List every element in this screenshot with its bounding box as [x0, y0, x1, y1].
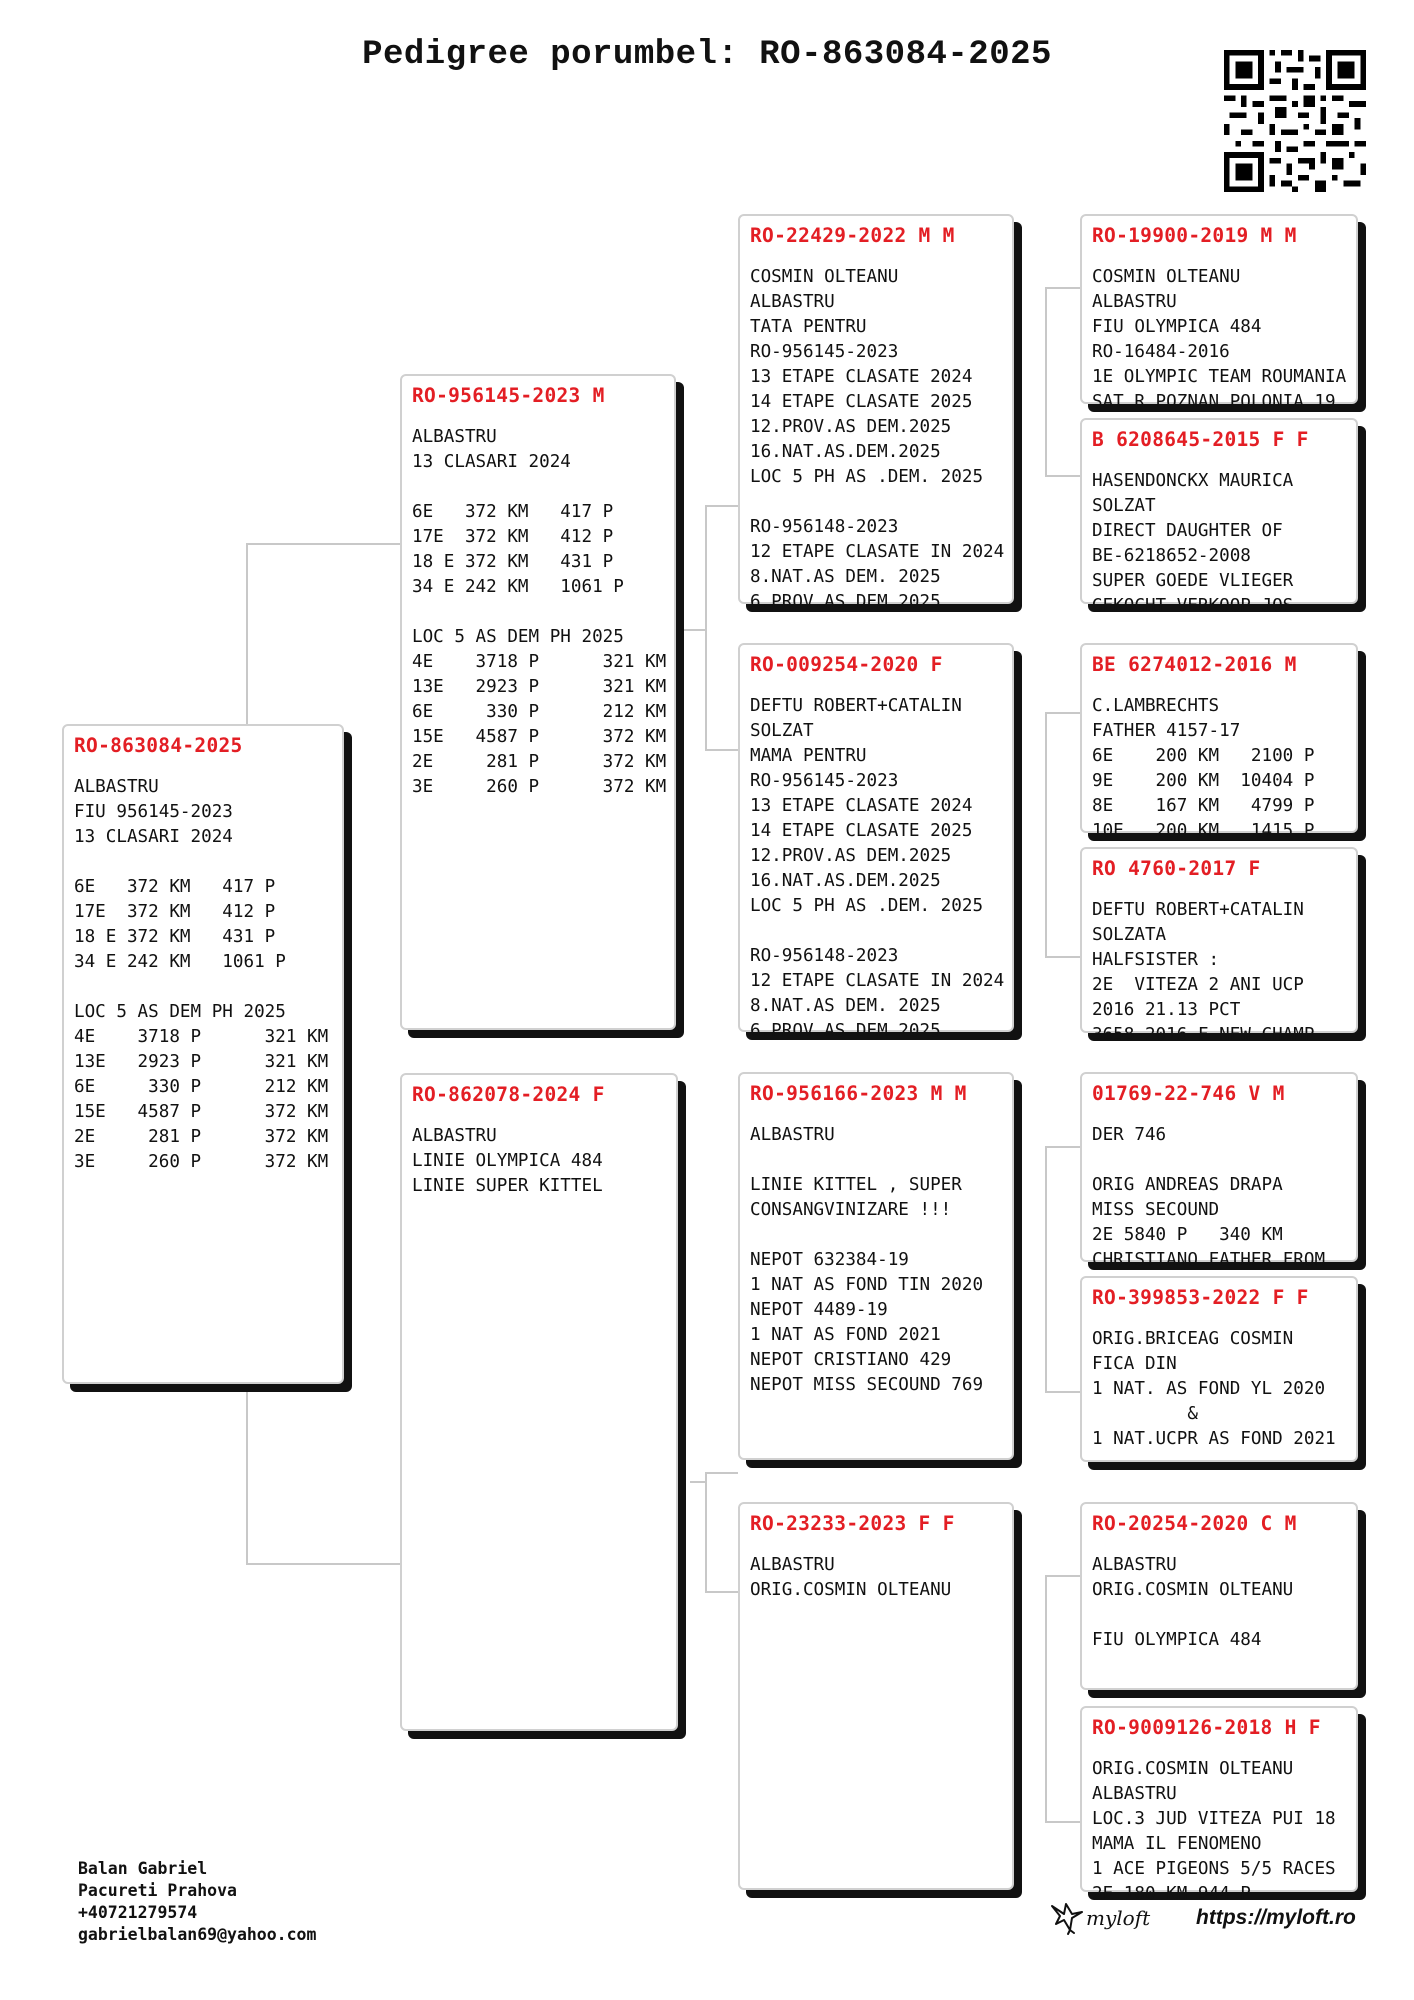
pigeon-id: RO-399853-2022 F F	[1092, 1286, 1309, 1309]
pigeon-id: RO-863084-2025	[74, 734, 243, 757]
pigeon-card-g5[interactable]	[1080, 1072, 1358, 1270]
pigeon-details: ALBASTRU ORIG.COSMIN OLTEANU	[750, 1555, 952, 1600]
pigeon-card-g3[interactable]	[1080, 643, 1358, 841]
pigeon-details: ALBASTRU LINIE KITTEL , SUPER CONSANGVINIZARE !!! NEPOT 632384-19 1 NAT AS FOND TIN 2020 NEPOT 4489-19 1 NAT AS FOND 2021 NEPOT CRISTIANO 429 NEPOT MISS SECOUND 769	[750, 1125, 984, 1395]
pigeon-details: ALBASTRU FIU 956145-2023 13 CLASARI 2024 6E 372 KM 417 P 17E 372 KM 412 P 18 E 372 KM 431 P 34 E 242 KM 1061 P LOC 5 AS DEM PH 2025 4E 3718 P 321 KM 13E 2923 P 321 KM 6E 330 P 212 KM 15E 4587 P 372 KM 2E 281 P 372 KM 3E 260 P 372 KM	[74, 777, 329, 1172]
pigeon-id: RO-956166-2023 M M	[750, 1082, 967, 1105]
pigeon-details: COSMIN OLTEANU ALBASTRU TATA PENTRU RO-956145-2023 13 ETAPE CLASATE 2024 14 ETAPE CLASATE 2025 12.PROV.AS DEM.2025 16.NAT.AS.DEM.2025 LOC 5 PH AS .DEM. 2025 RO-956148-2023 12 ETAPE CLASATE IN 2024 8.NAT.AS DEM. 2025 6.PROV.AS DEM 2025	[750, 267, 1005, 612]
pigeon-id: RO-9009126-2018 H F	[1092, 1716, 1321, 1739]
pigeon-card-sire-dam[interactable]	[738, 643, 1014, 1041]
pigeon-card-g2[interactable]	[1080, 418, 1358, 616]
pigeon-card-g7[interactable]	[1080, 1502, 1358, 1690]
pigeon-id: 01769-22-746 V M	[1092, 1082, 1285, 1105]
pigeon-card-sire-sire[interactable]	[738, 214, 1014, 612]
brand-footer	[1048, 1900, 1368, 1940]
qr-code-icon	[1224, 50, 1366, 192]
pigeon-id: RO-23233-2023 F F	[750, 1512, 955, 1535]
pigeon-details: DEFTU ROBERT+CATALIN SOLZATA HALFSISTER : 2E VITEZA 2 ANI UCP 2016 21.13 PCT 3658-2016 F NEW CHAMP	[1092, 900, 1315, 1045]
page-title: Pedigree porumbel: RO-863084-2025	[362, 36, 1052, 74]
pigeon-card-subject[interactable]	[62, 724, 344, 1384]
pigeon-details: COSMIN OLTEANU ALBASTRU FIU OLYMPICA 484 RO-16484-2016 1E OLYMPIC TEAM ROUMANIA SAT R POZNAN POLONIA 19	[1092, 267, 1347, 412]
pigeon-id: RO-20254-2020 C M	[1092, 1512, 1297, 1535]
pigeon-details: DEFTU ROBERT+CATALIN SOLZAT MAMA PENTRU RO-956145-2023 13 ETAPE CLASATE 2024 14 ETAPE CLASATE 2025 12.PROV.AS DEM.2025 16.NAT.AS.DEM.2025 LOC 5 PH AS .DEM. 2025 RO-956148-2023 12 ETAPE CLASATE IN 2024 8.NAT.AS DEM. 2025 6.PROV.AS DEM 2025	[750, 696, 1005, 1041]
pigeon-details: ALBASTRU ORIG.COSMIN OLTEANU FIU OLYMPICA 484	[1092, 1555, 1294, 1650]
pigeon-card-dam-dam[interactable]	[738, 1502, 1014, 1890]
pigeon-card-g4[interactable]	[1080, 847, 1358, 1045]
brand-logo-text: myloft	[1086, 1906, 1151, 1930]
pigeon-id: RO-009254-2020 F	[750, 653, 943, 676]
pigeon-details: ORIG.BRICEAG COSMIN FICA DIN 1 NAT. AS FOND YL 2020 & 1 NAT.UCPR AS FOND 2021	[1092, 1329, 1336, 1449]
pigeon-card-g6[interactable]	[1080, 1276, 1358, 1462]
pigeon-details: ALBASTRU LINIE OLYMPICA 484 LINIE SUPER KITTEL	[412, 1126, 603, 1196]
pigeon-id: RO-862078-2024 F	[412, 1083, 605, 1106]
pigeon-card-g8[interactable]	[1080, 1706, 1358, 1904]
pigeon-id: RO-22429-2022 M M	[750, 224, 955, 247]
breeder-name: Balan Gabriel	[78, 1859, 208, 1878]
pigeon-id: RO-956145-2023 M	[412, 384, 605, 407]
pigeon-id: RO 4760-2017 F	[1092, 857, 1261, 880]
pigeon-id: B 6208645-2015 F F	[1092, 428, 1309, 451]
pigeon-details: ALBASTRU 13 CLASARI 2024 6E 372 KM 417 P 17E 372 KM 412 P 18 E 372 KM 431 P 34 E 242 KM 1061 P LOC 5 AS DEM PH 2025 4E 3718 P 321 KM 13E 2923 P 321 KM 6E 330 P 212 KM 15E 4587 P 372 KM 2E 281 P 372 KM 3E 260 P 372 KM	[412, 427, 667, 797]
brand-url-link[interactable]: https://myloft.ro	[1196, 1906, 1356, 1929]
pigeon-card-g1[interactable]	[1080, 214, 1358, 412]
pigeon-details: C.LAMBRECHTS FATHER 4157-17 6E 200 KM 2100 P 9E 200 KM 10404 P 8E 167 KM 4799 P 10E 200 KM 1415 P	[1092, 696, 1315, 841]
breeder-email: gabrielbalan69@yahoo.com	[78, 1925, 317, 1944]
pigeon-card-sire[interactable]	[400, 374, 676, 1030]
breeder-phone: +40721279574	[78, 1903, 198, 1922]
pigeon-card-dam-sire[interactable]	[738, 1072, 1014, 1460]
pigeon-details: DER 746 ORIG ANDREAS DRAPA MISS SECOUND 2E 5840 P 340 KM CHRISTIANO FATHER FROM	[1092, 1125, 1326, 1270]
pigeon-id: RO-19900-2019 M M	[1092, 224, 1297, 247]
pigeon-card-dam[interactable]	[400, 1073, 678, 1731]
pigeon-id: BE 6274012-2016 M	[1092, 653, 1297, 676]
pigeon-details: ORIG.COSMIN OLTEANU ALBASTRU LOC.3 JUD VITEZA PUI 18 MAMA IL FENOMENO 1 ACE PIGEONS 5/5 RACES 2E 180 KM 944 P	[1092, 1759, 1336, 1904]
pigeon-details: HASENDONCKX MAURICA SOLZAT DIRECT DAUGHTER OF BE-6218652-2008 SUPER GOEDE VLIEGER GEKOCHT VERKOOP JOS	[1092, 471, 1294, 616]
breeder-location: Pacureti Prahova	[78, 1881, 237, 1900]
breeder-contact	[78, 1858, 316, 1946]
myloft-bird-icon	[1048, 1900, 1088, 1936]
